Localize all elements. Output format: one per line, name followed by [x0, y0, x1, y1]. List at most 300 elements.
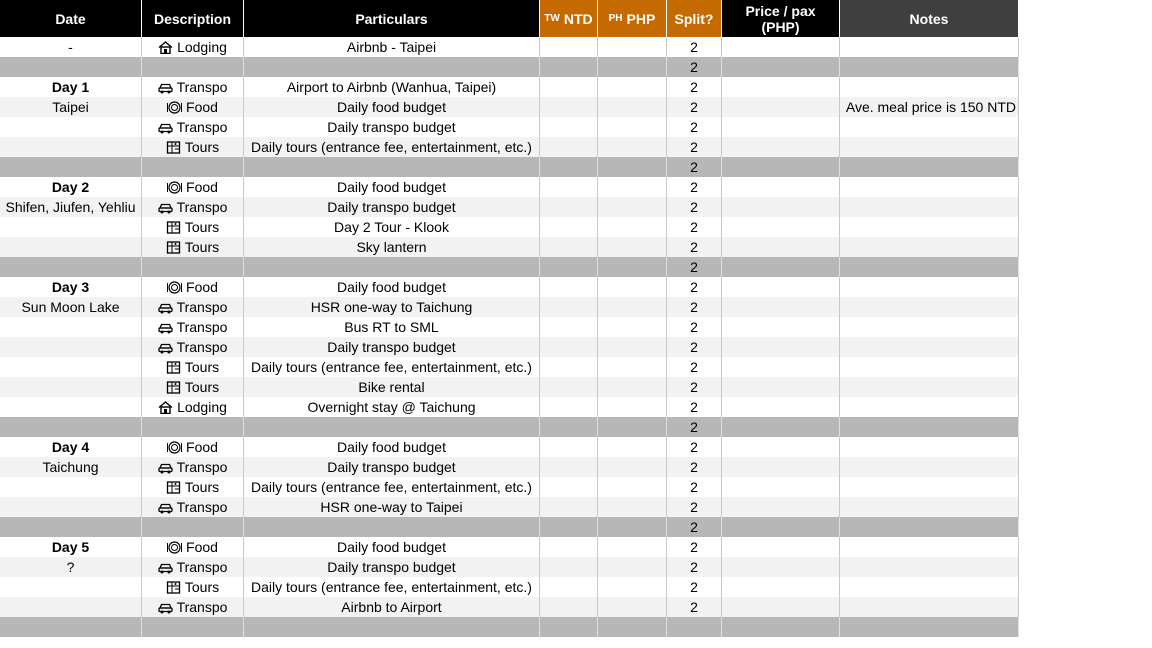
description-cell[interactable]: [142, 217, 244, 237]
php-cell[interactable]: [598, 597, 667, 617]
notes-cell[interactable]: [840, 117, 1019, 137]
split-cell[interactable]: 2: [667, 517, 722, 537]
description-cell[interactable]: [142, 357, 244, 377]
ntd-cell[interactable]: [540, 277, 598, 297]
date-cell[interactable]: [0, 417, 142, 437]
particulars-cell[interactable]: Daily tours (entrance fee, entertainment, etc.): [244, 477, 540, 497]
particulars-cell[interactable]: Daily tours (entrance fee, entertainment, etc.): [244, 137, 540, 157]
price-pax-cell[interactable]: [722, 277, 840, 297]
particulars-cell[interactable]: Airport to Airbnb (Wanhua, Taipei): [244, 77, 540, 97]
description-cell[interactable]: [142, 577, 244, 597]
ntd-cell[interactable]: [540, 137, 598, 157]
date-cell[interactable]: Taipei: [0, 97, 142, 117]
table-row: [0, 577, 1019, 597]
table-row: [0, 317, 1019, 337]
split-cell[interactable]: 2: [667, 337, 722, 357]
particulars-cell[interactable]: Daily food budget: [244, 277, 540, 297]
notes-cell[interactable]: [840, 357, 1019, 377]
notes-cell[interactable]: [840, 237, 1019, 257]
particulars-cell[interactable]: Daily tours (entrance fee, entertainment, etc.): [244, 577, 540, 597]
split-cell[interactable]: 2: [667, 237, 722, 257]
price-pax-cell[interactable]: [722, 157, 840, 177]
notes-cell[interactable]: Ave. meal price is 150 NTD: [840, 97, 1019, 117]
date-cell[interactable]: [0, 357, 142, 377]
house-icon: [158, 41, 173, 54]
particulars-cell[interactable]: HSR one-way to Taichung: [244, 297, 540, 317]
php-cell[interactable]: [598, 517, 667, 537]
split-cell[interactable]: 2: [667, 377, 722, 397]
price-pax-cell[interactable]: [722, 337, 840, 357]
date-cell[interactable]: [0, 57, 142, 77]
description-cell[interactable]: [142, 557, 244, 577]
particulars-cell[interactable]: Daily food budget: [244, 437, 540, 457]
date-cell[interactable]: [0, 577, 142, 597]
notes-cell[interactable]: [840, 617, 1019, 637]
price-pax-cell[interactable]: [722, 617, 840, 637]
col-header-php[interactable]: PH PHP: [598, 0, 667, 37]
ntd-cell[interactable]: [540, 517, 598, 537]
ntd-cell[interactable]: [540, 557, 598, 577]
php-cell[interactable]: [598, 37, 667, 57]
particulars-cell[interactable]: Daily food budget: [244, 177, 540, 197]
split-cell[interactable]: 2: [667, 177, 722, 197]
php-cell[interactable]: [598, 297, 667, 317]
split-cell[interactable]: [667, 617, 722, 637]
price-pax-cell[interactable]: [722, 597, 840, 617]
particulars-cell[interactable]: [244, 57, 540, 77]
description-cell[interactable]: [142, 57, 244, 77]
notes-cell[interactable]: [840, 417, 1019, 437]
plate-icon: [167, 441, 182, 454]
particulars-cell[interactable]: Airbnb - Taipei: [244, 37, 540, 57]
date-cell[interactable]: Day 5: [0, 537, 142, 557]
ntd-cell[interactable]: [540, 97, 598, 117]
date-cell[interactable]: -: [0, 37, 142, 57]
php-cell[interactable]: [598, 197, 667, 217]
description-cell[interactable]: [142, 197, 244, 217]
description-cell[interactable]: [142, 597, 244, 617]
ntd-cell[interactable]: [540, 537, 598, 557]
php-cell[interactable]: [598, 277, 667, 297]
date-cell[interactable]: [0, 137, 142, 157]
notes-cell[interactable]: [840, 77, 1019, 97]
php-cell[interactable]: [598, 477, 667, 497]
ntd-cell[interactable]: [540, 197, 598, 217]
particulars-cell[interactable]: Airbnb to Airport: [244, 597, 540, 617]
split-cell[interactable]: 2: [667, 577, 722, 597]
notes-cell[interactable]: [840, 577, 1019, 597]
plate-icon: [167, 101, 182, 114]
split-cell[interactable]: 2: [667, 217, 722, 237]
table-row: [0, 137, 1019, 157]
description-cell[interactable]: [142, 437, 244, 457]
particulars-cell[interactable]: [244, 617, 540, 637]
particulars-cell[interactable]: Daily food budget: [244, 537, 540, 557]
notes-cell[interactable]: [840, 537, 1019, 557]
php-cell[interactable]: [598, 137, 667, 157]
price-pax-cell[interactable]: [722, 457, 840, 477]
split-cell[interactable]: 2: [667, 197, 722, 217]
price-pax-cell[interactable]: [722, 397, 840, 417]
split-cell[interactable]: 2: [667, 257, 722, 277]
table-row: [0, 77, 1019, 97]
ntd-cell[interactable]: [540, 117, 598, 137]
notes-cell[interactable]: [840, 257, 1019, 277]
separator-row: [0, 157, 1019, 177]
ntd-cell[interactable]: [540, 337, 598, 357]
php-cell[interactable]: [598, 417, 667, 437]
category-label: Transpo: [176, 499, 228, 515]
table-row: [0, 117, 1019, 137]
php-cell[interactable]: [598, 457, 667, 477]
description-cell[interactable]: [142, 617, 244, 637]
date-cell[interactable]: [0, 337, 142, 357]
ph-flag-icon: PH: [608, 12, 623, 24]
price-pax-cell[interactable]: [722, 117, 840, 137]
split-cell[interactable]: 2: [667, 317, 722, 337]
date-cell[interactable]: [0, 517, 142, 537]
col-header-notes[interactable]: Notes: [840, 0, 1019, 37]
split-cell[interactable]: 2: [667, 37, 722, 57]
price-pax-cell[interactable]: [722, 557, 840, 577]
split-cell[interactable]: 2: [667, 357, 722, 377]
ntd-cell[interactable]: [540, 257, 598, 277]
description-cell[interactable]: [142, 457, 244, 477]
php-cell[interactable]: [598, 537, 667, 557]
ntd-cell[interactable]: [540, 37, 598, 57]
notes-cell[interactable]: [840, 377, 1019, 397]
separator-row: [0, 517, 1019, 537]
date-cell[interactable]: [0, 157, 142, 177]
table-row: [0, 457, 1019, 477]
price-pax-cell[interactable]: [722, 77, 840, 97]
php-cell[interactable]: [598, 157, 667, 177]
particulars-cell[interactable]: Overnight stay @ Taichung: [244, 397, 540, 417]
ntd-cell[interactable]: [540, 477, 598, 497]
ntd-cell[interactable]: [540, 237, 598, 257]
php-cell[interactable]: [598, 557, 667, 577]
notes-cell[interactable]: [840, 397, 1019, 417]
notes-cell[interactable]: [840, 157, 1019, 177]
col-header-particulars[interactable]: Particulars: [244, 0, 540, 37]
ntd-cell[interactable]: [540, 157, 598, 177]
ntd-cell[interactable]: [540, 417, 598, 437]
notes-cell[interactable]: [840, 337, 1019, 357]
ntd-cell[interactable]: [540, 297, 598, 317]
price-pax-cell[interactable]: [722, 37, 840, 57]
description-cell[interactable]: [142, 277, 244, 297]
date-cell[interactable]: [0, 477, 142, 497]
price-pax-cell[interactable]: [722, 137, 840, 157]
ntd-cell[interactable]: [540, 597, 598, 617]
category-label: Food: [186, 539, 218, 555]
description-cell[interactable]: [142, 237, 244, 257]
price-pax-cell[interactable]: [722, 57, 840, 77]
date-cell[interactable]: Day 4: [0, 437, 142, 457]
particulars-cell[interactable]: Daily transpo budget: [244, 557, 540, 577]
particulars-cell[interactable]: [244, 517, 540, 537]
category-label: Food: [186, 99, 218, 115]
split-cell[interactable]: 2: [667, 437, 722, 457]
php-cell[interactable]: [598, 177, 667, 197]
split-cell[interactable]: 2: [667, 297, 722, 317]
car-icon: [158, 121, 173, 134]
table-row: [0, 37, 1019, 57]
date-cell[interactable]: [0, 217, 142, 237]
php-cell[interactable]: [598, 437, 667, 457]
plate-icon: [167, 281, 182, 294]
ntd-cell[interactable]: [540, 357, 598, 377]
ntd-cell[interactable]: [540, 77, 598, 97]
car-icon: [158, 201, 173, 214]
table-row: [0, 357, 1019, 377]
date-cell[interactable]: ?: [0, 557, 142, 577]
category-label: Tours: [184, 239, 220, 255]
notes-cell[interactable]: [840, 317, 1019, 337]
particulars-cell[interactable]: Sky lantern: [244, 237, 540, 257]
category-label: Transpo: [176, 199, 228, 215]
split-cell[interactable]: 2: [667, 137, 722, 157]
description-cell[interactable]: [142, 417, 244, 437]
php-cell[interactable]: [598, 397, 667, 417]
notes-cell[interactable]: [840, 37, 1019, 57]
ntd-cell[interactable]: [540, 397, 598, 417]
ntd-cell[interactable]: [540, 377, 598, 397]
php-cell[interactable]: [598, 497, 667, 517]
table-row: [0, 97, 1019, 117]
category-label: Transpo: [176, 319, 228, 335]
map-icon: [166, 141, 181, 154]
category-label: Transpo: [176, 339, 228, 355]
date-cell[interactable]: Day 1: [0, 77, 142, 97]
date-cell[interactable]: Sun Moon Lake: [0, 297, 142, 317]
table-row: [0, 297, 1019, 317]
map-icon: [166, 361, 181, 374]
date-cell[interactable]: Taichung: [0, 457, 142, 477]
date-cell[interactable]: [0, 237, 142, 257]
particulars-cell[interactable]: Daily food budget: [244, 97, 540, 117]
separator-row: [0, 257, 1019, 277]
notes-cell[interactable]: [840, 437, 1019, 457]
description-cell[interactable]: [142, 517, 244, 537]
map-icon: [166, 581, 181, 594]
price-pax-cell[interactable]: [722, 177, 840, 197]
php-cell[interactable]: [598, 357, 667, 377]
col-header-split[interactable]: Split?: [667, 0, 722, 37]
description-cell[interactable]: [142, 177, 244, 197]
date-cell[interactable]: Day 2: [0, 177, 142, 197]
price-pax-cell[interactable]: [722, 437, 840, 457]
particulars-cell[interactable]: Day 2 Tour - Klook: [244, 217, 540, 237]
notes-cell[interactable]: [840, 197, 1019, 217]
php-cell[interactable]: [598, 57, 667, 77]
separator-row: [0, 57, 1019, 77]
price-pax-cell[interactable]: [722, 217, 840, 237]
price-pax-cell[interactable]: [722, 197, 840, 217]
description-cell[interactable]: [142, 377, 244, 397]
date-cell[interactable]: [0, 257, 142, 277]
split-cell[interactable]: 2: [667, 397, 722, 417]
notes-cell[interactable]: [840, 457, 1019, 477]
split-cell[interactable]: 2: [667, 157, 722, 177]
notes-cell[interactable]: [840, 137, 1019, 157]
ntd-cell[interactable]: [540, 177, 598, 197]
col-header-description[interactable]: Description: [142, 0, 244, 37]
php-cell[interactable]: [598, 77, 667, 97]
map-icon: [166, 221, 181, 234]
category-label: Transpo: [176, 79, 228, 95]
notes-cell[interactable]: [840, 217, 1019, 237]
notes-cell[interactable]: [840, 277, 1019, 297]
ntd-cell[interactable]: [540, 577, 598, 597]
split-cell[interactable]: 2: [667, 97, 722, 117]
particulars-cell[interactable]: Daily tours (entrance fee, entertainment, etc.): [244, 357, 540, 377]
description-cell[interactable]: [142, 157, 244, 177]
price-pax-cell[interactable]: [722, 477, 840, 497]
particulars-cell[interactable]: Bike rental: [244, 377, 540, 397]
house-icon: [158, 401, 173, 414]
date-cell[interactable]: [0, 617, 142, 637]
description-cell[interactable]: [142, 117, 244, 137]
price-pax-cell[interactable]: [722, 97, 840, 117]
description-cell[interactable]: [142, 337, 244, 357]
description-cell[interactable]: [142, 257, 244, 277]
split-cell[interactable]: 2: [667, 457, 722, 477]
description-cell[interactable]: [142, 97, 244, 117]
php-cell[interactable]: [598, 257, 667, 277]
price-pax-cell[interactable]: [722, 577, 840, 597]
notes-cell[interactable]: [840, 177, 1019, 197]
col-header-date[interactable]: Date: [0, 0, 142, 37]
date-cell[interactable]: [0, 397, 142, 417]
table-row: [0, 437, 1019, 457]
particulars-cell[interactable]: Daily transpo budget: [244, 457, 540, 477]
php-cell[interactable]: [598, 617, 667, 637]
split-cell[interactable]: 2: [667, 117, 722, 137]
split-cell[interactable]: 2: [667, 477, 722, 497]
split-cell[interactable]: 2: [667, 77, 722, 97]
table-row: [0, 217, 1019, 237]
price-pax-cell[interactable]: [722, 297, 840, 317]
ntd-cell[interactable]: [540, 437, 598, 457]
particulars-cell[interactable]: Daily transpo budget: [244, 337, 540, 357]
php-cell[interactable]: [598, 377, 667, 397]
car-icon: [158, 341, 173, 354]
notes-cell[interactable]: [840, 497, 1019, 517]
col-header-ntd[interactable]: TW NTD: [540, 0, 598, 37]
description-cell[interactable]: [142, 537, 244, 557]
category-label: Transpo: [176, 119, 228, 135]
table-row: [0, 477, 1019, 497]
price-pax-cell[interactable]: [722, 377, 840, 397]
description-cell[interactable]: [142, 77, 244, 97]
particulars-cell[interactable]: [244, 157, 540, 177]
particulars-cell[interactable]: Bus RT to SML: [244, 317, 540, 337]
description-cell[interactable]: [142, 317, 244, 337]
php-cell[interactable]: [598, 337, 667, 357]
price-pax-cell[interactable]: [722, 497, 840, 517]
date-cell[interactable]: [0, 497, 142, 517]
ntd-cell[interactable]: [540, 317, 598, 337]
category-label: Lodging: [177, 399, 227, 415]
category-label: Transpo: [176, 559, 228, 575]
ntd-cell[interactable]: [540, 457, 598, 477]
split-cell[interactable]: 2: [667, 497, 722, 517]
price-pax-cell[interactable]: [722, 257, 840, 277]
split-cell[interactable]: 2: [667, 537, 722, 557]
notes-cell[interactable]: [840, 557, 1019, 577]
date-cell[interactable]: [0, 317, 142, 337]
ntd-cell[interactable]: [540, 497, 598, 517]
price-pax-cell[interactable]: [722, 517, 840, 537]
description-cell[interactable]: [142, 477, 244, 497]
description-cell[interactable]: [142, 297, 244, 317]
ntd-cell[interactable]: [540, 57, 598, 77]
price-pax-cell[interactable]: [722, 537, 840, 557]
table-row: [0, 197, 1019, 217]
particulars-cell[interactable]: Daily transpo budget: [244, 117, 540, 137]
description-cell[interactable]: [142, 137, 244, 157]
particulars-cell[interactable]: [244, 257, 540, 277]
php-cell[interactable]: [598, 577, 667, 597]
price-pax-cell[interactable]: [722, 357, 840, 377]
tw-flag-icon: TW: [544, 12, 560, 24]
description-cell[interactable]: [142, 397, 244, 417]
php-cell[interactable]: [598, 317, 667, 337]
price-pax-cell[interactable]: [722, 417, 840, 437]
notes-cell[interactable]: [840, 297, 1019, 317]
price-pax-cell[interactable]: [722, 237, 840, 257]
plate-icon: [167, 181, 182, 194]
ntd-cell[interactable]: [540, 617, 598, 637]
date-cell[interactable]: [0, 117, 142, 137]
split-cell[interactable]: 2: [667, 277, 722, 297]
table-body: [0, 37, 1019, 637]
notes-cell[interactable]: [840, 517, 1019, 537]
split-cell[interactable]: 2: [667, 597, 722, 617]
description-cell[interactable]: [142, 37, 244, 57]
car-icon: [158, 501, 173, 514]
ntd-cell[interactable]: [540, 217, 598, 237]
category-label: Tours: [184, 379, 220, 395]
date-cell[interactable]: Day 3: [0, 277, 142, 297]
php-cell[interactable]: [598, 117, 667, 137]
table-row: [0, 377, 1019, 397]
category-label: Transpo: [176, 299, 228, 315]
notes-cell[interactable]: [840, 477, 1019, 497]
table-row: [0, 177, 1019, 197]
notes-cell[interactable]: [840, 57, 1019, 77]
price-pax-cell[interactable]: [722, 317, 840, 337]
notes-cell[interactable]: [840, 597, 1019, 617]
date-cell[interactable]: [0, 377, 142, 397]
plate-icon: [167, 541, 182, 554]
php-cell[interactable]: [598, 217, 667, 237]
php-cell[interactable]: [598, 237, 667, 257]
description-cell[interactable]: [142, 497, 244, 517]
split-cell[interactable]: 2: [667, 57, 722, 77]
particulars-cell[interactable]: [244, 417, 540, 437]
php-cell[interactable]: [598, 97, 667, 117]
category-label: Food: [186, 439, 218, 455]
date-cell[interactable]: [0, 597, 142, 617]
particulars-cell[interactable]: HSR one-way to Taipei: [244, 497, 540, 517]
split-cell[interactable]: 2: [667, 417, 722, 437]
date-cell[interactable]: Shifen, Jiufen, Yehliu: [0, 197, 142, 217]
col-header-price-pax[interactable]: Price / pax (PHP): [722, 0, 840, 37]
split-cell[interactable]: 2: [667, 557, 722, 577]
particulars-cell[interactable]: Daily transpo budget: [244, 197, 540, 217]
